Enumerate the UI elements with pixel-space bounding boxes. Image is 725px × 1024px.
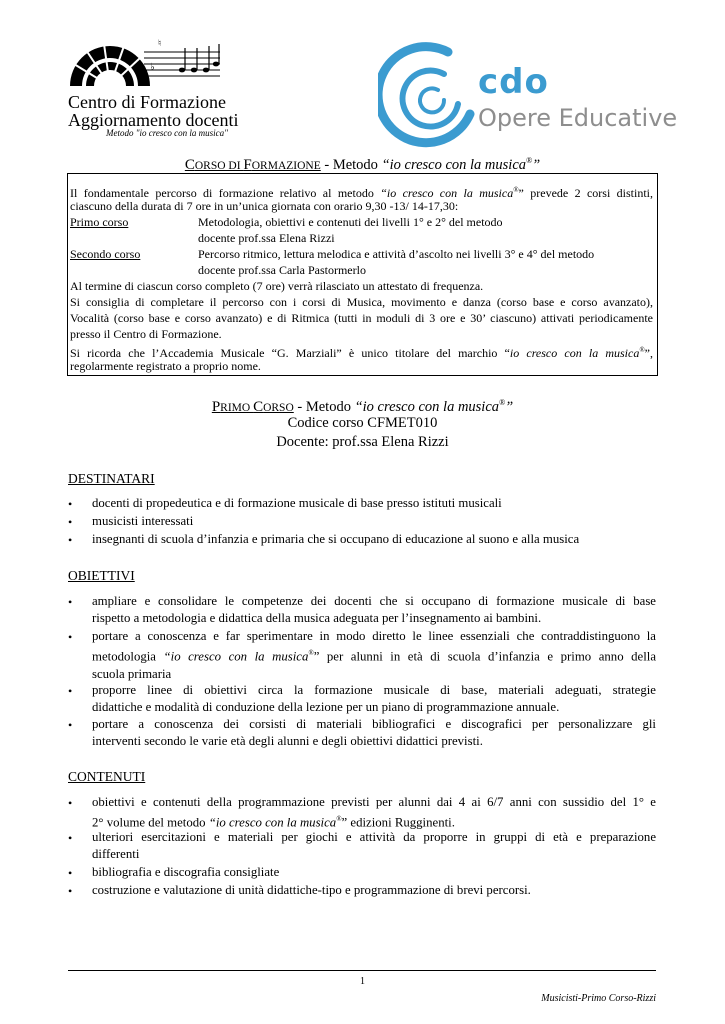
destinatari-heading: DESTINATARI xyxy=(68,471,155,486)
bullet-icon: • xyxy=(68,684,73,698)
intro-paragraph-1-line-2: ciascuno della durata di 7 ore in un’unica giornata con orario 9,30 -13/ 14-17,30: xyxy=(70,199,459,213)
logo-line-1: Centro di Formazione xyxy=(68,92,226,112)
destinatari-item-2: musicisti interessati xyxy=(92,514,194,528)
destinatari-item-1: docenti di propedeutica e di formazione musicale di base presso istituti musicali xyxy=(92,496,502,510)
footer-note: Musicisti-Primo Corso-Rizzi xyxy=(541,993,656,1004)
destinatari-item-3: insegnanti di scuola d’infanzia e primaria che si occupano di educazione al suono e alla musica xyxy=(92,532,580,546)
obiettivi-item-3: proporre linee di obiettivi circa la formazione musicale di base, materiali adeguati, strategie didattiche e modalità di conduzione della lezione per un piano di programmazione annuale. xyxy=(92,683,656,715)
intro-paragraph-4: Si ricorda che l’Accademia Musicale “G. Marziali” è unico titolare del marchio “io cresco con la musica®”, xyxy=(70,346,653,360)
document-title: CORSO DI FORMAZIONE - Metodo “io cresco con la musica®” xyxy=(184,156,541,173)
contenuti-item-2: ulteriori esercitazioni e materiali per giochi e attività da proporre in gruppi di età e preparazione differenti xyxy=(92,830,656,862)
page-number: 1 xyxy=(360,976,365,987)
bullet-icon: • xyxy=(68,533,73,547)
bullet-icon: • xyxy=(68,866,73,880)
contenuti-item-4: costruzione e valutazione di unità didattiche-tipo e programmazione di brevi percorsi. xyxy=(92,883,531,897)
logo-tagline: Metodo "io cresco con la musica" xyxy=(106,128,228,138)
intro-paragraph-1: Il fondamentale percorso di formazione relativo al metodo “io cresco con la musica®” prevede 2 corsi distinti, xyxy=(70,186,653,200)
music-emblem-icon xyxy=(64,34,224,90)
footer-divider xyxy=(68,970,656,971)
obiettivi-item-2: portare a conoscenza e far sperimentare in modo diretto le linee essenziali che contraddistinguono la metodologia “io cresco con la musica®” per alunni in età di scuola d’infanzia e primo anno della scuola primaria xyxy=(92,629,656,681)
course-title: PRIMO CORSO - Metodo “io cresco con la musica®” xyxy=(211,398,514,415)
spiral-icon xyxy=(378,40,476,150)
course-2-teacher: docente prof.ssa Carla Pastormerlo xyxy=(198,263,366,277)
course-1-description: Metodologia, obiettivi e contenuti dei livelli 1° e 2° del metodo xyxy=(198,215,503,229)
obiettivi-heading: OBIETTIVI xyxy=(68,568,135,583)
cdo-subtitle: Opere Educative xyxy=(478,104,678,132)
bullet-icon: • xyxy=(68,831,73,845)
course-code: Codice corso CFMET010 xyxy=(287,415,438,431)
intro-paragraph-3-line-2: Vocalità (corso base e corso avanzato) e di Ritmica (tutti in moduli di 3 ore e 30’ ciascuno) attivati periodicamente xyxy=(70,311,653,325)
course-1-label: Primo corso xyxy=(70,215,129,229)
intro-paragraph-3-line-1: Si consiglia di completare il percorso con i corsi di Musica, movimento e danza (corso base e corso avanzato), xyxy=(70,295,653,309)
obiettivi-item-1: ampliare e consolidare le competenze dei docenti che si occupano di formazione musicale di base rispetto a metodologia e didattica della musica adeguata per l’insegnamento ai bambini. xyxy=(92,594,656,626)
bullet-icon: • xyxy=(68,595,73,609)
contenuti-heading: CONTENUTI xyxy=(68,769,146,784)
cdo-brand: cdo xyxy=(478,62,549,102)
svg-text:♭: ♭ xyxy=(150,62,155,73)
centro-formazione-logo xyxy=(64,34,244,138)
course-2-description: Percorso ritmico, lettura melodica e attività d’ascolto nei livelli 3° e 4° del metodo xyxy=(198,247,595,261)
intro-paragraph-3-line-3: presso il Centro di Formazione. xyxy=(70,327,222,341)
svg-text:♮: ♮ xyxy=(158,39,162,49)
attestato-text: Al termine di ciascun corso completo (7 ore) verrà rilasciato un attestato di frequenza. xyxy=(70,279,484,293)
contenuti-item-1: obiettivi e contenuti della programmazione previsti per alunni dai 4 ai 6/7 anni con sussidio del 1° e 2° volume del metodo “io cresco con la musica®” edizioni Rugginenti. xyxy=(92,795,656,830)
course-2-label: Secondo corso xyxy=(70,247,141,261)
intro-paragraph-4-line-2: regolarmente registrato a proprio nome. xyxy=(70,359,261,373)
intro-box xyxy=(67,173,658,376)
course-1-teacher: docente prof.ssa Elena Rizzi xyxy=(198,231,335,245)
bullet-icon: • xyxy=(68,796,73,810)
obiettivi-item-4: portare a conoscenza dei corsisti di materiali bibliografici e discografici per personalizzare gli interventi secondo le varie età degli alunni e degli obiettivi didattici previsti. xyxy=(92,717,656,749)
bullet-icon: • xyxy=(68,630,73,644)
bullet-icon: • xyxy=(68,718,73,732)
course-teacher: Docente: prof.ssa Elena Rizzi xyxy=(276,434,449,450)
bullet-icon: • xyxy=(68,497,73,511)
bullet-icon: • xyxy=(68,884,73,898)
cdo-logo xyxy=(378,40,678,150)
contenuti-item-3: bibliografia e discografia consigliate xyxy=(92,865,280,879)
logo-line-2: Aggiornamento docenti xyxy=(68,110,239,130)
bullet-icon: • xyxy=(68,515,73,529)
